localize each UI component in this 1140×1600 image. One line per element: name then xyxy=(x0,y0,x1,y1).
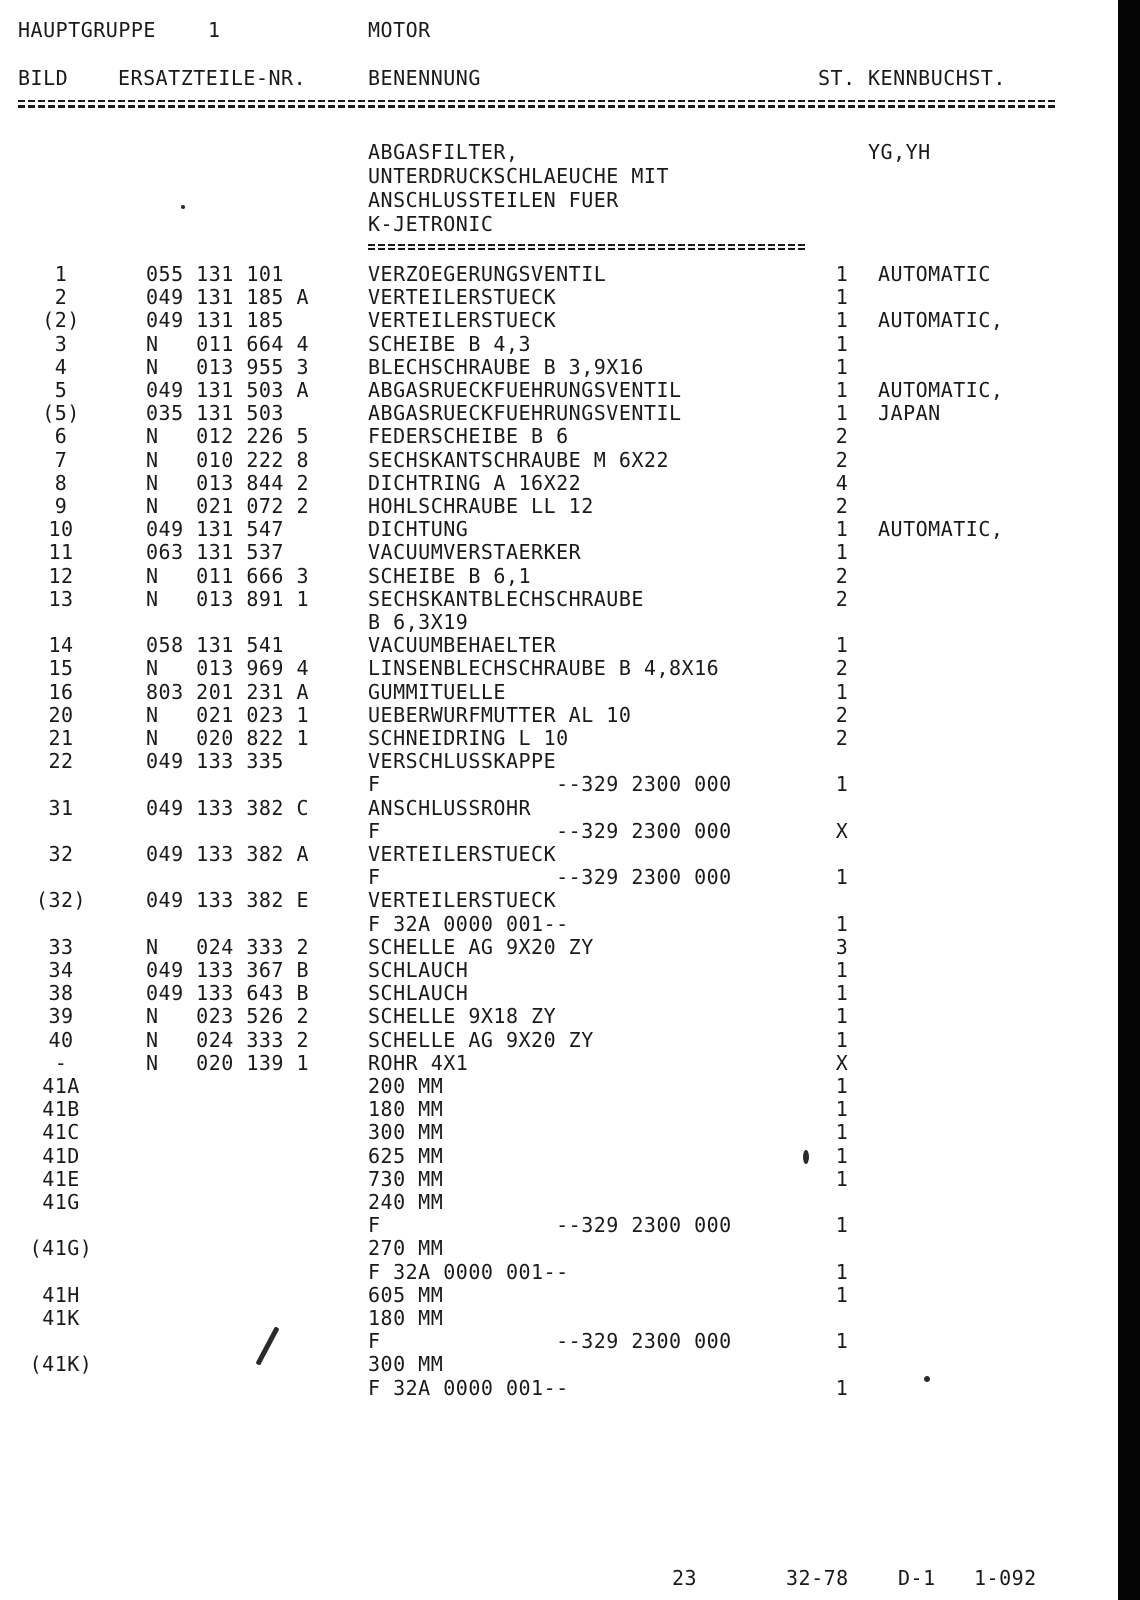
row-qty: 1 xyxy=(835,308,849,332)
row-name: 605 MM xyxy=(368,1283,444,1307)
row-name: SCHNEIDRING L 10 xyxy=(368,726,569,750)
row-qty: 1 xyxy=(835,1213,849,1237)
row-bild: 5 xyxy=(54,378,68,402)
col-qty: ST. xyxy=(818,66,856,90)
row-bild: 10 xyxy=(48,517,74,541)
row-part-number: N 013 844 2 xyxy=(146,471,310,495)
row-name: 300 MM xyxy=(368,1120,444,1144)
row-qty: 1 xyxy=(835,1329,849,1353)
row-bild: 9 xyxy=(54,494,68,518)
footer-date: 32-78 xyxy=(786,1566,849,1590)
row-name: BLECHSCHRAUBE B 3,9X16 xyxy=(368,355,644,379)
row-bild: 21 xyxy=(48,726,74,750)
row-part-number: 055 131 101 xyxy=(146,262,284,286)
row-qty: 1 xyxy=(835,981,849,1005)
row-qty: 1 xyxy=(835,1004,849,1028)
row-part-number: 049 133 643 B xyxy=(146,981,310,1005)
header-separator xyxy=(18,100,1058,108)
row-bild: 22 xyxy=(48,749,74,773)
group-label: HAUPTGRUPPE xyxy=(18,18,156,42)
row-qty: 2 xyxy=(835,424,849,448)
row-name: 180 MM xyxy=(368,1097,444,1121)
row-qty: 1 xyxy=(835,355,849,379)
row-name: ABGASRUECKFUEHRUNGSVENTIL xyxy=(368,378,682,402)
scan-speck xyxy=(803,1150,809,1164)
row-qty: 1 xyxy=(835,262,849,286)
row-bild: (32) xyxy=(35,888,87,912)
row-name: F 32A 0000 001-- xyxy=(368,1376,569,1400)
row-name: F 32A 0000 001-- xyxy=(368,1260,569,1284)
row-qty: 1 xyxy=(835,1120,849,1144)
row-part-number: N 023 526 2 xyxy=(146,1004,310,1028)
row-bild: 7 xyxy=(54,448,68,472)
row-qty: 1 xyxy=(835,285,849,309)
row-qty: 1 xyxy=(835,378,849,402)
row-name: F --329 2300 000 xyxy=(368,819,732,843)
row-bild: 8 xyxy=(54,471,68,495)
col-part-no: ERSATZTEILE-NR. xyxy=(118,66,307,90)
row-bild: (41G) xyxy=(29,1236,93,1260)
row-name: VERTEILERSTUECK xyxy=(368,842,557,866)
row-qty: 1 xyxy=(835,958,849,982)
section-underline xyxy=(368,244,808,250)
row-bild: 41H xyxy=(42,1283,80,1307)
row-code: AUTOMATIC, xyxy=(878,308,1004,332)
row-name: 240 MM xyxy=(368,1190,444,1214)
row-part-number: 049 133 367 B xyxy=(146,958,310,982)
row-part-number: N 020 822 1 xyxy=(146,726,310,750)
section-title-4: K-JETRONIC xyxy=(368,212,494,236)
row-part-number: 049 131 547 xyxy=(146,517,284,541)
row-name: 730 MM xyxy=(368,1167,444,1191)
row-bild: 2 xyxy=(54,285,68,309)
row-bild: 32 xyxy=(48,842,74,866)
row-part-number: N 013 891 1 xyxy=(146,587,310,611)
row-part-number: N 011 664 4 xyxy=(146,332,310,356)
row-name: F --329 2300 000 xyxy=(368,1329,732,1353)
row-qty: 2 xyxy=(835,703,849,727)
row-name: VERSCHLUSSKAPPE xyxy=(368,749,557,773)
row-name: LINSENBLECHSCHRAUBE B 4,8X16 xyxy=(368,656,720,680)
row-part-number: N 013 969 4 xyxy=(146,656,310,680)
footer-edition: D-1 xyxy=(898,1566,936,1590)
row-name: 270 MM xyxy=(368,1236,444,1260)
footer-ref: 1-092 xyxy=(974,1566,1037,1590)
row-name: F 32A 0000 001-- xyxy=(368,912,569,936)
group-name: MOTOR xyxy=(368,18,431,42)
row-bild: 31 xyxy=(48,796,74,820)
row-name: SCHELLE AG 9X20 ZY xyxy=(368,935,594,959)
row-qty: 1 xyxy=(835,1260,849,1284)
row-name: F --329 2300 000 xyxy=(368,1213,732,1237)
row-bild: 39 xyxy=(48,1004,74,1028)
row-name: 180 MM xyxy=(368,1306,444,1330)
row-name: HOHLSCHRAUBE LL 12 xyxy=(368,494,594,518)
row-bild: 41G xyxy=(42,1190,80,1214)
row-part-number: 049 131 185 xyxy=(146,308,284,332)
row-name: 200 MM xyxy=(368,1074,444,1098)
row-qty: 2 xyxy=(835,587,849,611)
row-name: SCHEIBE B 6,1 xyxy=(368,564,532,588)
row-bild: 41E xyxy=(42,1167,80,1191)
row-qty: 1 xyxy=(835,680,849,704)
row-name: VACUUMBEHAELTER xyxy=(368,633,557,657)
row-bild: 38 xyxy=(48,981,74,1005)
footer-page: 23 xyxy=(672,1566,698,1590)
row-bild: (5) xyxy=(42,401,80,425)
row-qty: 4 xyxy=(835,471,849,495)
row-bild: (41K) xyxy=(29,1352,93,1376)
section-code: YG,YH xyxy=(868,140,931,164)
row-part-number: N 024 333 2 xyxy=(146,1028,310,1052)
row-part-number: 063 131 537 xyxy=(146,540,284,564)
scan-smudge xyxy=(255,1326,279,1365)
row-name: FEDERSCHEIBE B 6 xyxy=(368,424,569,448)
row-part-number: 049 131 185 A xyxy=(146,285,310,309)
row-part-number: 049 133 382 C xyxy=(146,796,310,820)
row-bild: 40 xyxy=(48,1028,74,1052)
row-bild: 41B xyxy=(42,1097,80,1121)
row-bild: 41C xyxy=(42,1120,80,1144)
scan-edge-bar xyxy=(1118,0,1140,1600)
row-name: 300 MM xyxy=(368,1352,444,1376)
row-bild: 13 xyxy=(48,587,74,611)
row-name: SCHELLE AG 9X20 ZY xyxy=(368,1028,594,1052)
row-name: F --329 2300 000 xyxy=(368,865,732,889)
row-name: GUMMITUELLE xyxy=(368,680,506,704)
row-qty: 2 xyxy=(835,494,849,518)
row-qty: 1 xyxy=(835,772,849,796)
row-qty: 1 xyxy=(835,1283,849,1307)
row-qty: X xyxy=(835,819,849,843)
row-bild: 20 xyxy=(48,703,74,727)
row-qty: 1 xyxy=(835,1074,849,1098)
col-code: KENNBUCHST. xyxy=(868,66,1006,90)
row-bild: 4 xyxy=(54,355,68,379)
row-part-number: 049 133 382 E xyxy=(146,888,310,912)
row-bild: 11 xyxy=(48,540,74,564)
row-name: ROHR 4X1 xyxy=(368,1051,469,1075)
row-bild: 3 xyxy=(54,332,68,356)
row-name: SCHEIBE B 4,3 xyxy=(368,332,532,356)
row-name: VERTEILERSTUECK xyxy=(368,285,557,309)
row-qty: X xyxy=(835,1051,849,1075)
col-bild: BILD xyxy=(18,66,69,90)
row-name: UEBERWURFMUTTER AL 10 xyxy=(368,703,632,727)
row-part-number: 035 131 503 xyxy=(146,401,284,425)
row-bild: 15 xyxy=(48,656,74,680)
row-name: DICHTRING A 16X22 xyxy=(368,471,582,495)
row-part-number: N 012 226 5 xyxy=(146,424,310,448)
row-qty: 1 xyxy=(835,1167,849,1191)
section-title-3: ANSCHLUSSTEILEN FUER xyxy=(368,188,619,212)
row-qty: 1 xyxy=(835,633,849,657)
row-part-number: N 010 222 8 xyxy=(146,448,310,472)
row-part-number: N 020 139 1 xyxy=(146,1051,310,1075)
row-part-number: 803 201 231 A xyxy=(146,680,310,704)
row-name: SCHELLE 9X18 ZY xyxy=(368,1004,557,1028)
row-name: DICHTUNG xyxy=(368,517,469,541)
row-part-number: N 021 023 1 xyxy=(146,703,310,727)
row-bild: 41K xyxy=(42,1306,80,1330)
row-name: VERTEILERSTUECK xyxy=(368,888,557,912)
row-qty: 1 xyxy=(835,1144,849,1168)
row-bild: - xyxy=(54,1051,68,1075)
row-qty: 1 xyxy=(835,332,849,356)
row-part-number: 049 131 503 A xyxy=(146,378,310,402)
row-qty: 2 xyxy=(835,656,849,680)
row-bild: (2) xyxy=(42,308,80,332)
row-code: AUTOMATIC xyxy=(878,262,991,286)
row-qty: 1 xyxy=(835,1376,849,1400)
row-bild: 41A xyxy=(42,1074,80,1098)
row-name: B 6,3X19 xyxy=(368,610,469,634)
row-bild: 34 xyxy=(48,958,74,982)
row-part-number: N 021 072 2 xyxy=(146,494,310,518)
row-bild: 33 xyxy=(48,935,74,959)
row-bild: 6 xyxy=(54,424,68,448)
group-number: 1 xyxy=(208,18,221,42)
row-name: SECHSKANTSCHRAUBE M 6X22 xyxy=(368,448,669,472)
row-qty: 3 xyxy=(835,935,849,959)
row-qty: 1 xyxy=(835,912,849,936)
row-qty: 1 xyxy=(835,517,849,541)
row-part-number: N 024 333 2 xyxy=(146,935,310,959)
row-bild: 41D xyxy=(42,1144,80,1168)
section-title-1: ABGASFILTER, xyxy=(368,140,519,164)
row-name: SCHLAUCH xyxy=(368,958,469,982)
row-bild: 1 xyxy=(54,262,68,286)
row-part-number: N 011 666 3 xyxy=(146,564,310,588)
row-name: SECHSKANTBLECHSCHRAUBE xyxy=(368,587,644,611)
row-qty: 1 xyxy=(835,865,849,889)
row-code: AUTOMATIC, xyxy=(878,517,1004,541)
row-qty: 1 xyxy=(835,1028,849,1052)
row-code: JAPAN xyxy=(878,401,941,425)
row-qty: 1 xyxy=(835,401,849,425)
row-part-number: 049 133 382 A xyxy=(146,842,310,866)
row-qty: 2 xyxy=(835,448,849,472)
row-qty: 2 xyxy=(835,726,849,750)
row-name: 625 MM xyxy=(368,1144,444,1168)
scan-speck xyxy=(924,1376,930,1382)
row-name: ABGASRUECKFUEHRUNGSVENTIL xyxy=(368,401,682,425)
row-name: SCHLAUCH xyxy=(368,981,469,1005)
row-qty: 2 xyxy=(835,564,849,588)
row-bild: 16 xyxy=(48,680,74,704)
col-name: BENENNUNG xyxy=(368,66,481,90)
row-name: VACUUMVERSTAERKER xyxy=(368,540,582,564)
row-part-number: 049 133 335 xyxy=(146,749,284,773)
row-name: VERTEILERSTUECK xyxy=(368,308,557,332)
row-bild: 12 xyxy=(48,564,74,588)
row-part-number: N 013 955 3 xyxy=(146,355,310,379)
row-name: F --329 2300 000 xyxy=(368,772,732,796)
row-qty: 1 xyxy=(835,540,849,564)
row-name: VERZOEGERUNGSVENTIL xyxy=(368,262,607,286)
row-code: AUTOMATIC, xyxy=(878,378,1004,402)
row-bild: 14 xyxy=(48,633,74,657)
row-part-number: 058 131 541 xyxy=(146,633,284,657)
scan-speck xyxy=(181,205,185,209)
section-title-2: UNTERDRUCKSCHLAEUCHE MIT xyxy=(368,164,669,188)
row-name: ANSCHLUSSROHR xyxy=(368,796,532,820)
row-qty: 1 xyxy=(835,1097,849,1121)
